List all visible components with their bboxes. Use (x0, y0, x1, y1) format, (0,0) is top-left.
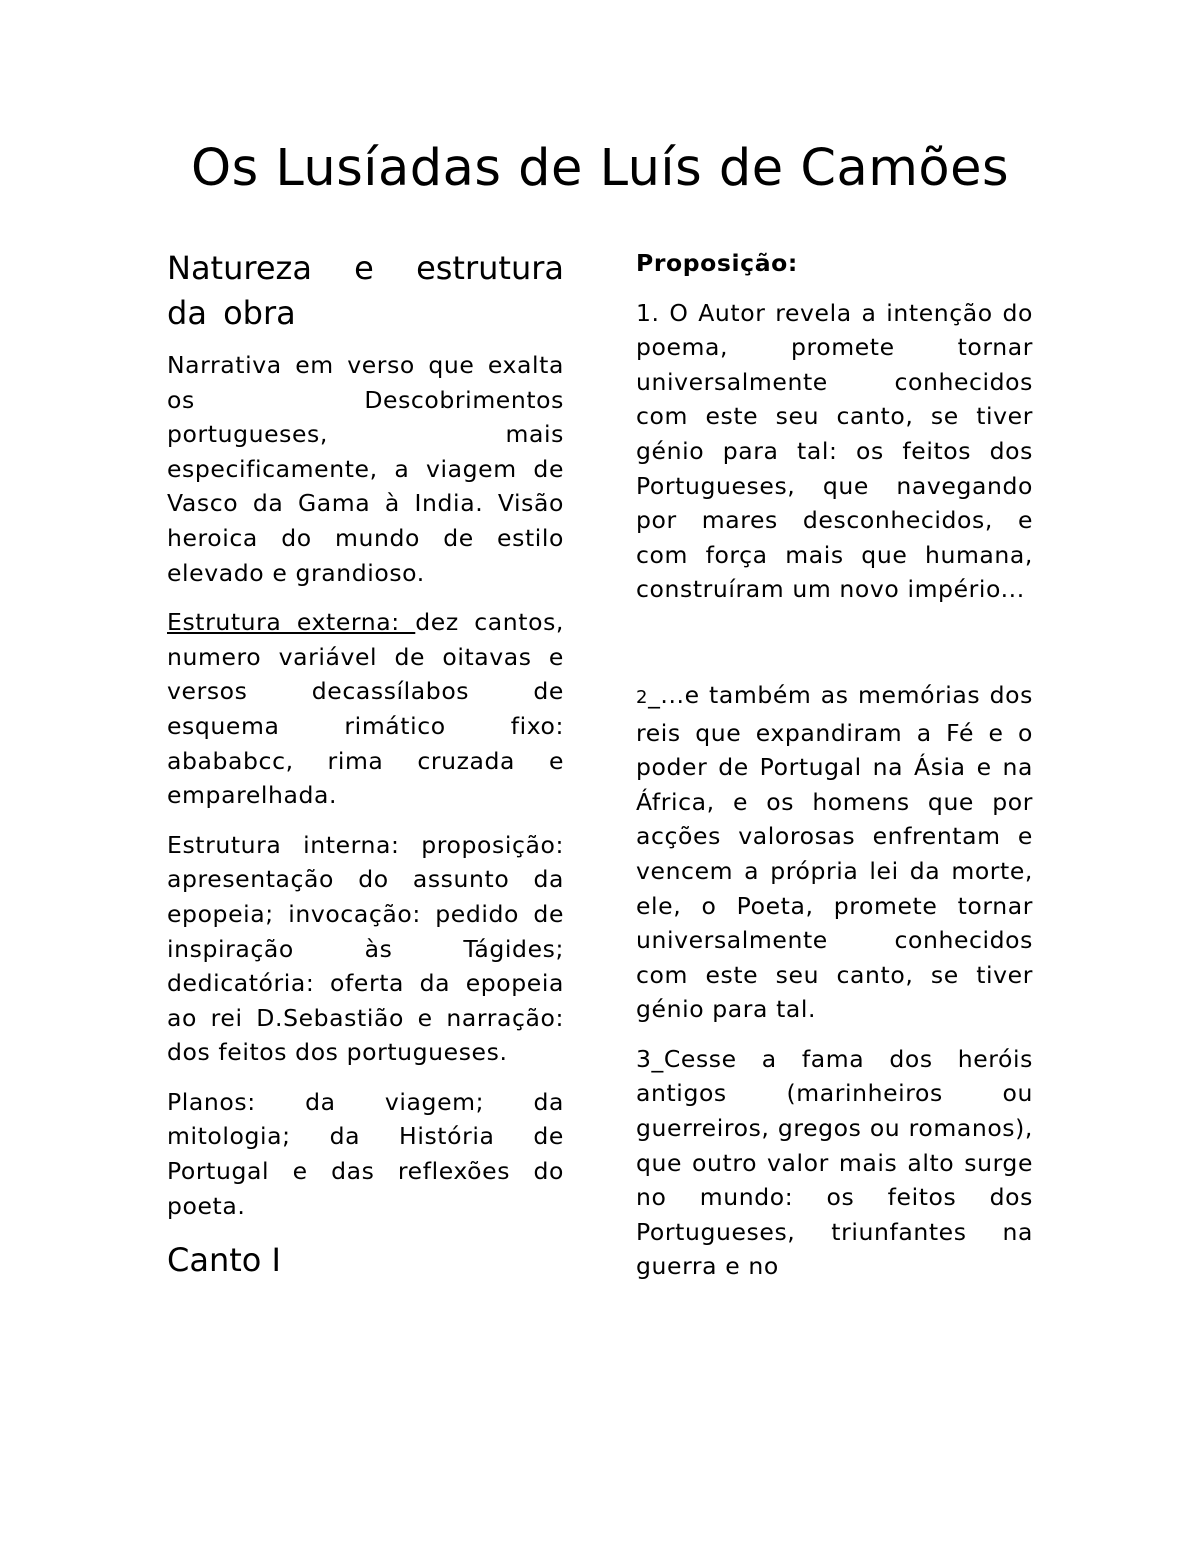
proposition-paragraph-2 (636, 678, 1033, 1027)
proposition-heading: Proposição: (636, 249, 798, 277)
external-structure-text: dez cantos, numero variável de oitavas e versos decassílabos de esquema rimático fixo: abababcc, rima cruzada e emparelhada. (167, 608, 564, 810)
canto-heading: Canto I (167, 1241, 281, 1280)
planes-paragraph: Planos: da viagem; da mitologia; da História de Portugal e das reflexões do poeta. (167, 1087, 564, 1220)
external-structure-label: Estrutura externa: (167, 608, 416, 637)
proposition-paragraph-1: 1. O Autor revela a intenção do poema, promete tornar universalmente conhecidos com este seu canto, se tiver génio para tal: os feitos dos Portugueses, que navegando por mares desconhecidos, e com força mais que humana, construíram um novo império... (636, 298, 1033, 604)
section-heading-nature-structure: Natureza e estrutura da obra (167, 249, 564, 332)
proposition-paragraph-3: 3_Cesse a fama dos heróis antigos (marinheiros ou guerreiros, gregos ou romanos), que outro valor mais alto surge no mundo: os feitos dos Portugueses, triunfantes na guerra e no (636, 1044, 1033, 1281)
external-structure-paragraph (167, 605, 564, 813)
left-column (167, 246, 564, 1283)
document-title: Os Lusíadas de Luís de Camões (190, 139, 1010, 198)
paragraph-gap (636, 622, 1033, 678)
paragraph-2-number: 2 (636, 686, 649, 708)
internal-structure-paragraph: Estrutura interna: proposição: apresentação do assunto da epopeia; invocação: pedido de inspiração às Tágides; dedicatória: oferta da epopeia ao rei D.Sebastião e narração: dos feitos dos portugueses. (167, 830, 564, 1067)
right-column (636, 246, 1033, 1299)
intro-paragraph: Narrativa em verso que exalta os Descobrimentos portugueses, mais especificamente, a viagem de Vasco da Gama à India. Visão heroica do mundo de estilo elevado e grandioso. (167, 351, 564, 587)
paragraph-2-text: _...e também as memórias dos reis que expandiram a Fé e o poder de Portugal na Ásia e na África, e os homens que por acções valorosas enfrentam e vencem a própria lei da morte, ele, o Poeta, promete tornar universalmente conhecidos com este seu canto, se tiver génio para tal. (636, 680, 1033, 1024)
